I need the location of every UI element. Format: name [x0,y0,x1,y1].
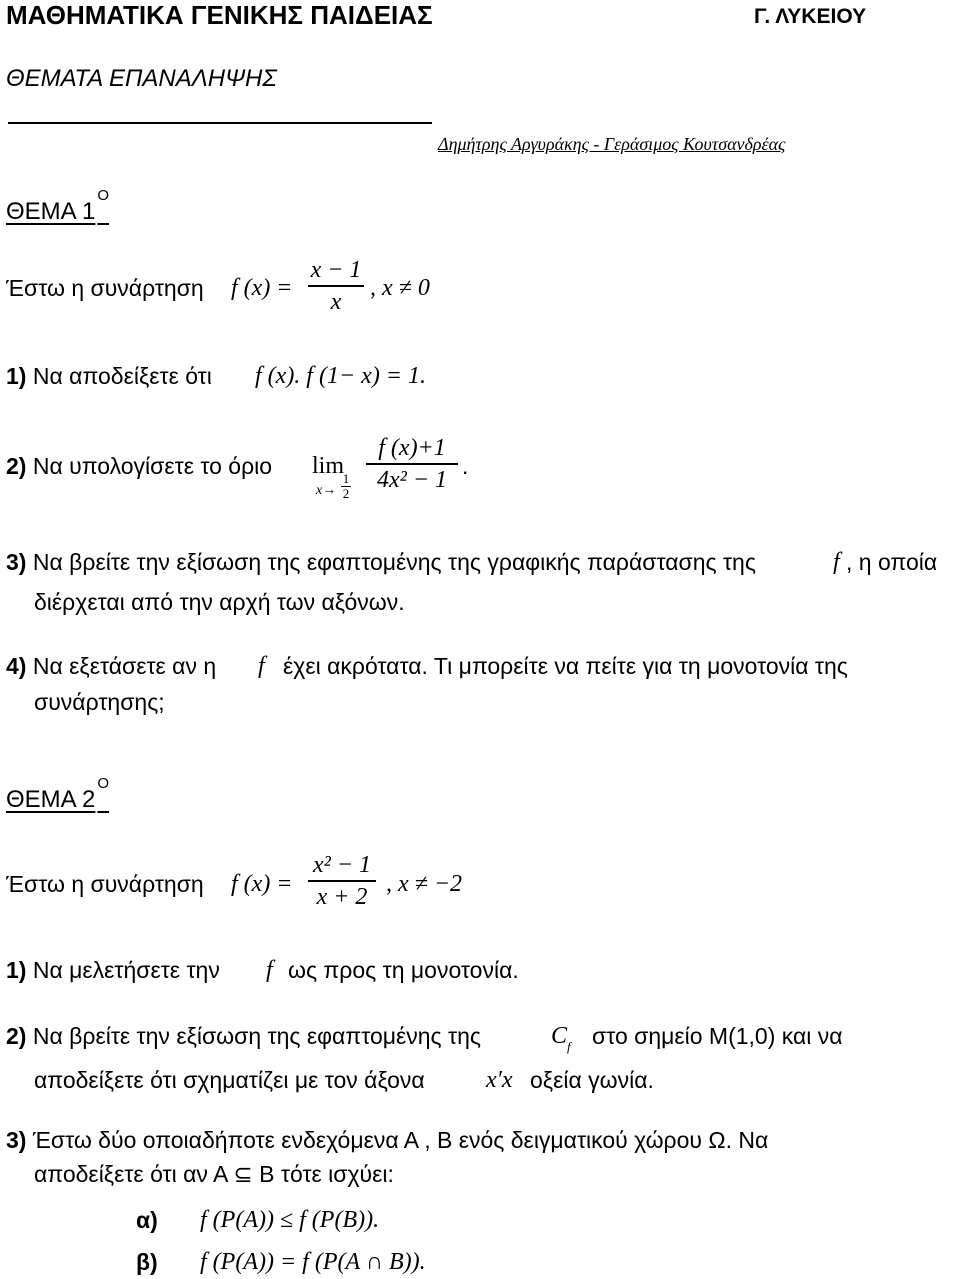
theme2-q1a: 1) Να μελετήσετε την [6,957,220,983]
theme1-q2-numerator: f (x)+1 [378,435,446,461]
theme2-qa-math: f (P(A)) ≤ f (P(B)). [200,1207,380,1233]
theme2-q2-axis: x′x [486,1067,513,1093]
theme2-q2-line1a: 2) Να βρείτε την εξίσωση της εφαπτομένης της [6,1023,481,1049]
theme1-q1: 1) Να αποδείξετε ότι [6,363,212,389]
theme2-func-cond: , x ≠ −2 [386,871,463,897]
theme1-q2-end: . [462,453,469,479]
theme2-q3-line2: αποδείξετε ότι αν Α ⊆ Β τότε ισχύει: [34,1161,394,1187]
theme1-q4-f: f [258,653,265,679]
theme2-func-numerator: x² − 1 [312,852,372,878]
theme2-qa-label: α) [136,1207,158,1233]
theme1-q3-line2: διέρχεται από την αρχή των αξόνων. [34,589,405,615]
theme1-q2-denominator: 4x² − 1 [376,466,448,493]
authors-line: Δημήτρης Αργυράκης - Γεράσιμος Κουτσανδρέας [438,134,786,154]
theme1-q3-tail: , η οποία [846,549,938,575]
theme2-q2-C: $C_f$ [551,1023,571,1054]
theme2-q1-f: f [266,957,273,983]
theme1-q2-lim: lim [312,453,345,479]
theme1-func-cond: , x ≠ 0 [370,275,430,301]
theme2-q1b: ως προς τη μονοτονία. [288,957,519,983]
theme1-func-numerator: x − 1 [310,257,362,283]
theme2-qb-math: f (P(A)) = f (P(A ∩ B)). [200,1249,426,1275]
theme1-q2-lim-sub-frac: 1 2 [342,471,350,501]
theme1-func-lhs: f (x) = [231,275,293,301]
theme1-func-denominator: x [330,288,342,315]
theme2-intro: Έστω η συνάρτηση [6,871,204,897]
theme2-q2-line2a: αποδείξετε ότι σχηματίζει με τον άξονα [34,1067,425,1093]
theme1-q3-f: f [833,549,840,575]
document-subtitle: ΘΕΜΑΤΑ ΕΠΑΝΑΛΗΨΗΣ [6,65,277,92]
theme1-intro: Έστω η συνάρτηση [6,275,204,301]
theme2-qb-label: β) [136,1249,158,1275]
theme2-func-fraction [308,850,376,912]
theme1-q4-line1b: έχει ακρότατα. Τι μπορείτε να πείτε για τη μονοτονία της [283,653,848,679]
theme2-func-denominator: x + 2 [316,883,368,910]
document-title: ΜΑΘΗΜΑΤΙΚΑ ΓΕΝΙΚΗΣ ΠΑΙΔΕΙΑΣ [6,0,433,30]
theme2-heading: ΘΕΜΑ $2^O$ [6,775,110,813]
theme2-q2-line1b: στο σημείο Μ(1,0) και να [592,1023,843,1049]
grade-label: Γ. ΛΥΚΕΙΟΥ [754,5,867,28]
theme2-q2-line2b: οξεία γωνία. [530,1067,654,1093]
theme1-q2-lim-sub: x→ [316,483,337,498]
theme1-heading: ΘΕΜΑ $1^O$ [6,187,110,225]
theme1-q2: 2) Να υπολογίσετε το όριο [6,453,273,479]
theme1-q3-line1: 3) Να βρείτε την εξίσωση της εφαπτομένης της γραφικής παράστασης της [6,549,756,575]
theme1-q2-fraction [366,433,458,495]
header-rule [8,122,432,124]
theme2-func-lhs: f (x) = [231,871,293,897]
theme1-q4-line2: συνάρτησης; [34,689,165,715]
theme1-q1-math: f (x). f (1− x) = 1. [255,363,426,389]
theme1-q4-line1a: 4) Να εξετάσετε αν η [6,653,217,679]
theme2-q3-line1: 3) Έστω δύο οποιαδήποτε ενδεχόμενα Α , Β ενός δειγματικού χώρου Ω. Να [6,1127,769,1153]
theme1-func-fraction [308,255,364,317]
